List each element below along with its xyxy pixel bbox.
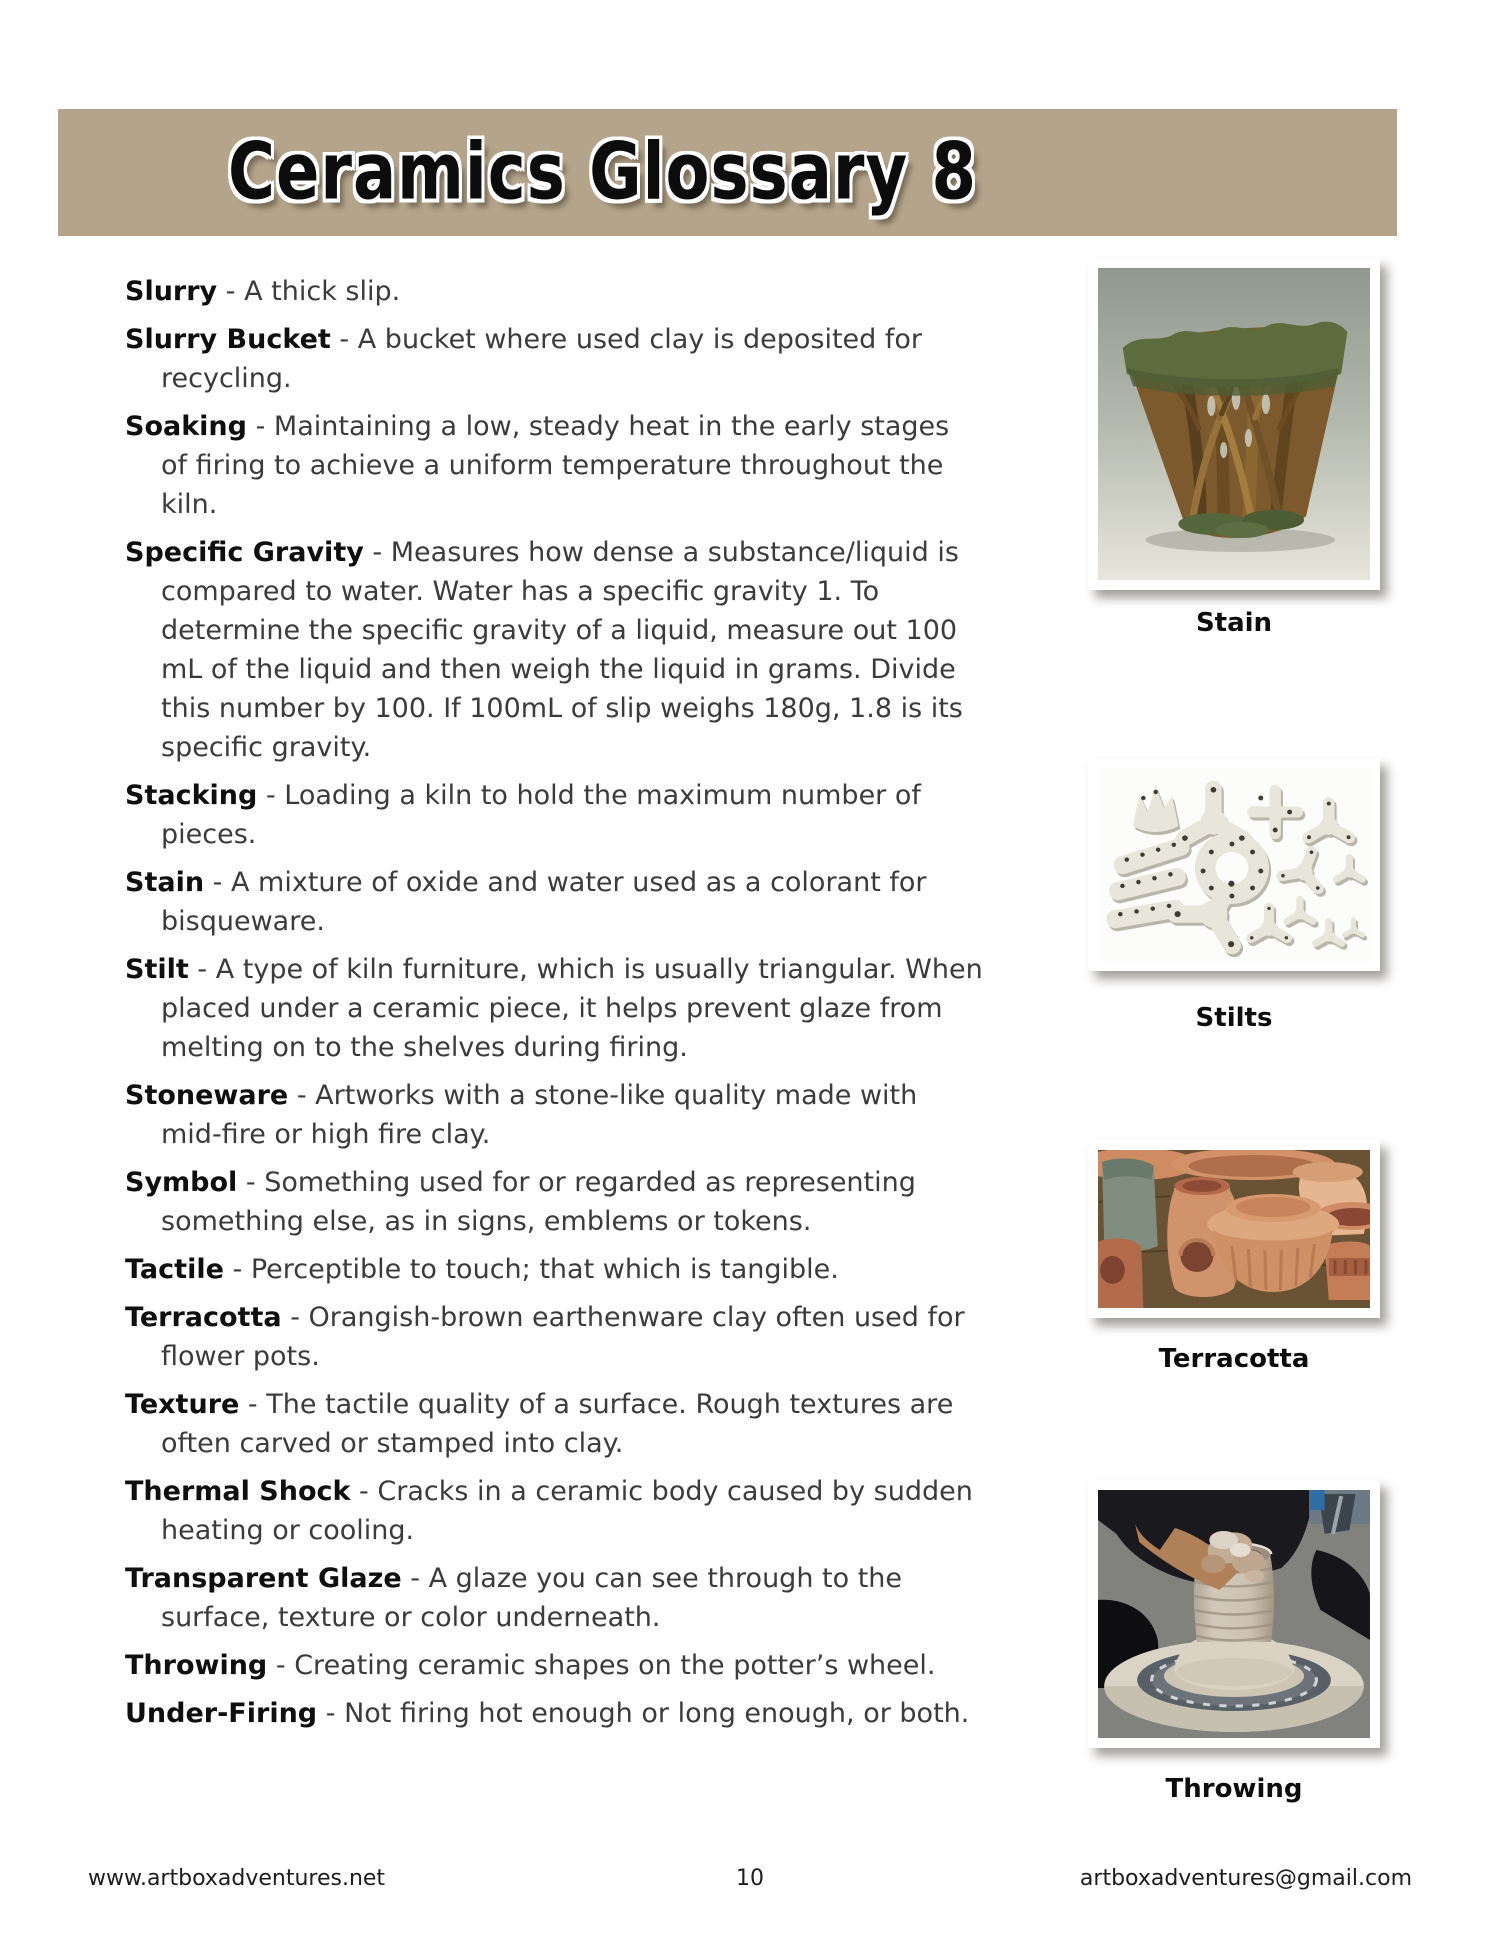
glossary-definition: Loading a kiln to hold the maximum number of pieces. xyxy=(161,780,921,850)
glossary-definition: A glaze you can see through to the surface, texture or color underneath. xyxy=(161,1563,903,1633)
glossary-definition: Orangish-brown earthenware clay often used for flower pots. xyxy=(161,1302,965,1372)
glossary-term: Stacking xyxy=(125,780,258,811)
figure-caption-throwing: Throwing xyxy=(1165,1774,1303,1804)
throwing-photo-frame xyxy=(1088,1480,1380,1748)
glossary-definition: The tactile quality of a surface. Rough textures are often carved or stamped into clay. xyxy=(161,1389,954,1459)
stilts-image xyxy=(1098,768,1370,961)
glossary-entry xyxy=(125,407,983,524)
figure-terracotta xyxy=(1088,1140,1380,1374)
glossary-entry xyxy=(125,1646,983,1685)
glossary-list xyxy=(125,272,983,1742)
glossary-term: Specific Gravity xyxy=(125,537,364,568)
glossary-entry xyxy=(125,272,983,311)
terracotta-image xyxy=(1098,1150,1370,1308)
glossary-separator: - xyxy=(372,537,383,568)
glossary-separator: - xyxy=(325,1698,336,1729)
glossary-term: Stain xyxy=(125,867,205,898)
glossary-separator: - xyxy=(255,411,266,442)
glossary-separator: - xyxy=(339,324,350,355)
glossary-separator: - xyxy=(212,867,223,898)
figure-stilts xyxy=(1088,758,1380,1033)
glossary-entry xyxy=(125,1559,983,1637)
title-banner xyxy=(58,109,1397,236)
glossary-definition: Perceptible to touch; that which is tangible. xyxy=(250,1254,839,1285)
glossary-definition: A bucket where used clay is deposited for recycling. xyxy=(161,324,922,394)
glossary-definition: A mixture of oxide and water used as a colorant for bisqueware. xyxy=(161,867,927,937)
glossary-entry xyxy=(125,863,983,941)
glossary-term: Tactile xyxy=(125,1254,224,1285)
glossary-term: Soaking xyxy=(125,411,247,442)
glossary-term: Throwing xyxy=(125,1650,268,1681)
glossary-term: Slurry xyxy=(125,276,218,307)
glossary-definition: Maintaining a low, steady heat in the early stages of firing to achieve a uniform temperature throughout the kiln. xyxy=(161,411,950,520)
glossary-entry xyxy=(125,776,983,854)
footer-email: artboxadventures@gmail.com xyxy=(1079,1866,1412,1891)
glossary-separator: - xyxy=(296,1080,307,1111)
glossary-definition: Something used for or regarded as representing something else, as in signs, emblems or tokens. xyxy=(161,1167,916,1237)
glossary-separator: - xyxy=(290,1302,300,1333)
figure-caption-terracotta: Terracotta xyxy=(1158,1344,1310,1374)
glossary-term: Texture xyxy=(125,1389,240,1420)
stilts-photo-frame xyxy=(1088,758,1380,971)
glossary-entry xyxy=(125,320,983,398)
glossary-separator: - xyxy=(410,1563,420,1594)
glossary-separator: - xyxy=(232,1254,243,1285)
footer-website: www.artboxadventures.net xyxy=(88,1866,386,1891)
glossary-entry xyxy=(125,1163,983,1241)
glossary-entry xyxy=(125,1076,983,1154)
throwing-image xyxy=(1098,1490,1370,1738)
figure-stain xyxy=(1088,258,1380,638)
glossary-definition: Not firing hot enough or long enough, or both. xyxy=(344,1698,970,1729)
glossary-term: Transparent Glaze xyxy=(125,1563,402,1594)
glossary-definition: Measures how dense a substance/liquid is compared to water. Water has a specific gravity 1. To determine the specific gravity of a liquid, measure out 100 mL of the liquid and then weigh the liquid in grams. Divide this number by 100. If 100mL of slip weighs 180g, 1.8 is its specific gravity. xyxy=(161,537,963,763)
glossary-definition: A thick slip. xyxy=(244,276,401,307)
glossary-separator: - xyxy=(245,1167,256,1198)
glossary-entry xyxy=(125,950,983,1067)
stain-image xyxy=(1098,268,1370,580)
glossary-term: Stoneware xyxy=(125,1080,289,1111)
glossary-term: Under-Firing xyxy=(125,1698,318,1729)
glossary-definition: Cracks in a ceramic body caused by sudden heating or cooling. xyxy=(161,1476,973,1546)
glossary-entry xyxy=(125,1472,983,1550)
stain-photo-frame xyxy=(1088,258,1380,590)
glossary-term: Thermal Shock xyxy=(125,1476,351,1507)
figure-caption-stilts: Stilts xyxy=(1195,1003,1273,1033)
glossary-term: Stilt xyxy=(125,954,189,985)
glossary-entry xyxy=(125,1250,983,1289)
glossary-term: Terracotta xyxy=(125,1302,282,1333)
page-title: Ceramics Glossary 8 xyxy=(228,127,977,218)
glossary-entry xyxy=(125,1385,983,1463)
glossary-entry xyxy=(125,533,983,767)
footer-page-number: 10 xyxy=(736,1866,764,1891)
glossary-separator: - xyxy=(197,954,208,985)
glossary-term: Symbol xyxy=(125,1167,238,1198)
glossary-entry xyxy=(125,1694,983,1733)
glossary-separator: - xyxy=(247,1389,258,1420)
glossary-definition: Creating ceramic shapes on the potter’s wheel. xyxy=(294,1650,936,1681)
glossary-separator: - xyxy=(359,1476,369,1507)
glossary-separator: - xyxy=(225,276,236,307)
glossary-separator: - xyxy=(275,1650,286,1681)
glossary-definition: Artworks with a stone-like quality made with mid-fire or high fire clay. xyxy=(161,1080,918,1150)
figure-throwing xyxy=(1088,1480,1380,1804)
glossary-definition: A type of kiln furniture, which is usually triangular. When placed under a ceramic piece, it helps prevent glaze from melting on to the shelves during firing. xyxy=(161,954,983,1063)
terracotta-photo-frame xyxy=(1088,1140,1380,1318)
figure-caption-stain: Stain xyxy=(1195,608,1273,638)
glossary-term: Slurry Bucket xyxy=(125,324,331,355)
glossary-separator: - xyxy=(265,780,276,811)
glossary-entry xyxy=(125,1298,983,1376)
